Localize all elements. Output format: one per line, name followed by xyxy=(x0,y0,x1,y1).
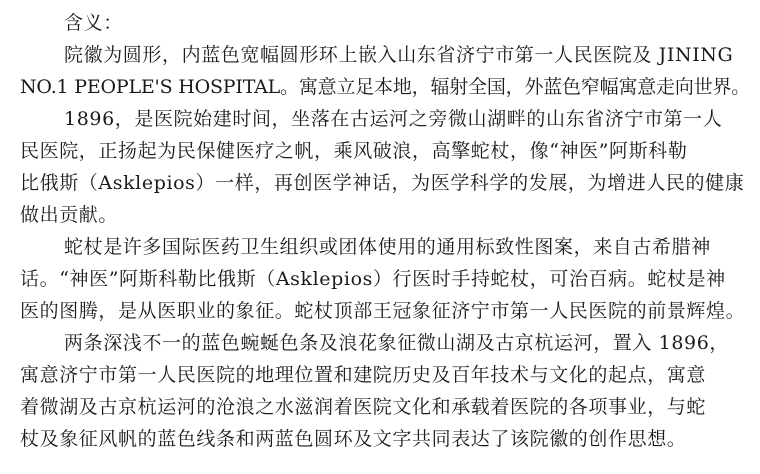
paragraph-3-line-1: 蛇杖是许多国际医药卫生组织或团体使用的通用标致性图案，来自古希腊神 xyxy=(64,236,711,258)
paragraph-1-line-1: 院徽为圆形，内蓝色宽幅圆形环上嵌入山东省济宁市第一人民医院及 JINING xyxy=(64,44,734,66)
paragraph-4-line-3: 着微湖及古京杭运河的沧浪之水滋润着医院文化和承载着医院的各项事业，与蛇 xyxy=(20,396,707,418)
paragraph-4-line-1: 两条深浅不一的蓝色蜿蜒色条及浪花象征微山湖及古京杭运河，置入 1896， xyxy=(64,332,729,354)
paragraph-3-line-2: 话。“神医”阿斯科勒比俄斯（Asklepios）行医时手持蛇杖，可治百病。蛇杖是神 xyxy=(20,268,726,290)
heading: 含义： xyxy=(64,12,123,34)
paragraph-2-line-4: 做出贡献。 xyxy=(20,204,119,226)
paragraph-2-line-2: 民医院，正扬起为民保健医疗之帆，乘风破浪，高擎蛇杖，像“神医”阿斯科勒 xyxy=(20,140,688,162)
paragraph-2-line-3: 比俄斯（Asklepios）一样，再创医学神话，为医学科学的发展，为增进人民的健康 xyxy=(20,172,745,194)
paragraph-4-line-4: 杖及象征风帆的蓝色线条和两蓝色圆环及文字共同表达了该院徽的创作思想。 xyxy=(20,428,687,450)
paragraph-2-line-1: 1896，是医院始建时间，坐落在古运河之旁微山湖畔的山东省济宁市第一人 xyxy=(64,108,723,130)
paragraph-4-line-2: 寓意济宁市第一人民医院的地理位置和建院历史及百年技术与文化的起点，寓意 xyxy=(20,364,707,386)
paragraph-1-line-2: NO.1 PEOPLE'S HOSPITAL。寓意立足本地，辐射全国，外蓝色窄幅寓意走向世界。 xyxy=(20,76,751,98)
paragraph-3-line-3: 医的图腾，是从医职业的象征。蛇杖顶部王冠象征济宁市第一人民医院的前景辉煌。 xyxy=(20,300,746,322)
